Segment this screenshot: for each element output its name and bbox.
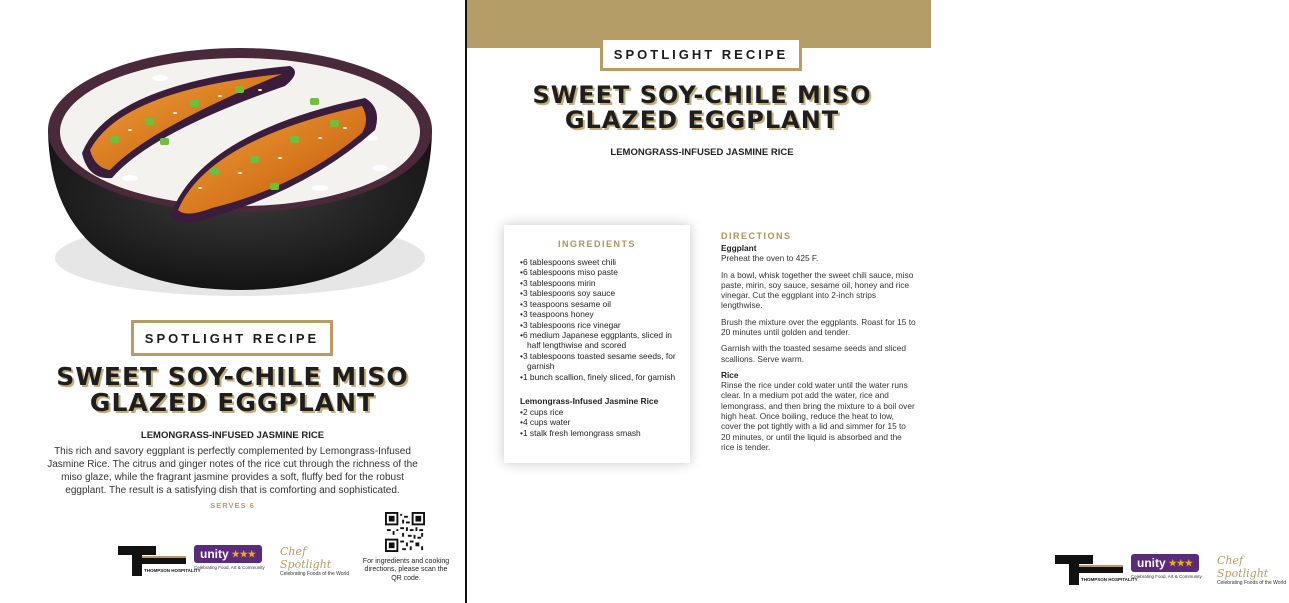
unity-tagline: Celebrating Food, Art & Community (1131, 574, 1202, 579)
directions-body (721, 243, 916, 458)
direction-step: Brush the mixture over the eggplants. Roast for 15 to 20 minutes until golden and tender. (721, 316, 916, 337)
ingredients-card (504, 225, 690, 463)
list-item: • 3 tablespoons mirin (520, 278, 680, 288)
list-item: • 3 tablespoons soy sauce (520, 288, 680, 298)
recipe-description: This rich and savory eggplant is perfectly complemented by Lemongrass-Infused Jasmine Rice. The citrus and ginger notes of the rice cut through the richness of the miso glaze, while the fragrant jasmine provides a soft, fluffy bed for the robust eggplant. The result is a satisfying dish that is comforting and sophisticated. (47, 446, 418, 496)
list-item: • 2 cups rice (520, 407, 680, 417)
chef-spotlight-tagline: Celebrating Foods of the World (1217, 580, 1287, 586)
direction-step: Rinse the rice under cold water until the water runs clear. In a medium pot add the water, rice and lemongrass, and then bring the mixture to a boil over high heat. Once boiling, reduce the heat to low, cover the pot tightly with a lid and simmer for 15 to 20 minutes, or until the liquid is absorbed and the rice is tender. (721, 380, 915, 452)
unity-logo: unity ★★★ Celebrating Food, Art & Community (1131, 554, 1207, 586)
unity-logo: unity ★★★ Celebrating Food, Art & Community (194, 545, 270, 577)
list-item: • 1 stalk fresh lemongrass smash (520, 428, 680, 438)
direction-step: In a bowl, whisk together the sweet chili sauce, miso paste, mirin, soy sauce, sesame oil, honey and rice vinegar. Cut the eggplant into 2-inch strips lengthwise. (721, 269, 914, 311)
thompson-logo-text: THOMPSON HOSPITALITY (1081, 577, 1138, 582)
thompson-logo-text: THOMPSON HOSPITALITY (144, 568, 201, 573)
spotlight-recipe-label: SPOTLIGHT RECIPE (600, 37, 802, 71)
sponsor-logos (1055, 551, 1289, 589)
recipe-title-line1: SWEET SOY-CHILE MISO (532, 81, 872, 109)
list-item: • 3 tablespoons rice vinegar (520, 320, 680, 330)
recipe-title (487, 83, 917, 133)
recipe-card-back (467, 0, 1287, 603)
thompson-hospitality-logo (1055, 551, 1138, 589)
chef-spotlight-logo (1217, 554, 1289, 586)
unity-tagline: Celebrating Food, Art & Community (194, 565, 265, 570)
recipe-subtitle: LEMONGRASS-INFUSED JASMINE RICE (610, 147, 794, 158)
unity-logo-text: unity (1137, 556, 1166, 570)
directions-heading: DIRECTIONS (721, 231, 792, 241)
qr-caption: For ingredients and cooking directions, please scan the QR code. (362, 558, 450, 582)
chef-spotlight-logo (280, 545, 352, 577)
ingredients-heading: INGREDIENTS (557, 239, 636, 249)
eggplant-bowl-photo (40, 38, 440, 300)
spotlight-recipe-label: SPOTLIGHT RECIPE (131, 320, 333, 356)
eggplant-heading: Eggplant (721, 243, 757, 253)
recipe-title (20, 364, 445, 417)
serves-count: SERVES 6 (210, 501, 255, 510)
chef-spotlight-script: Chef Spotlight (280, 545, 332, 571)
list-item: • 1 bunch scallion, finely sliced, for garnish (520, 372, 680, 382)
list-item: • 4 cups water (520, 417, 680, 427)
rice-directions-heading: Rice (721, 369, 739, 380)
ingredients-list (520, 257, 680, 382)
rice-ingredients-heading: Lemongrass-Infused Jasmine Rice (520, 396, 659, 406)
sponsor-logos (118, 542, 352, 580)
thompson-hospitality-logo (118, 542, 201, 580)
recipe-title-line1: SWEET SOY-CHILE MISO (56, 362, 409, 391)
chef-spotlight-script: Chef Spotlight (1217, 554, 1269, 580)
direction-step: Preheat the oven to 425 F. (721, 253, 819, 264)
rice-ingredients-list (520, 407, 680, 438)
list-item: • 6 medium Japanese eggplants, sliced in half lengthwise and scored (520, 330, 680, 351)
list-item: • 3 teaspoons honey (520, 309, 680, 319)
unity-logo-text: unity (200, 547, 229, 561)
direction-step: Garnish with the toasted sesame seeds and sliced scallions. Serve warm. (721, 343, 906, 364)
qr-code[interactable] (385, 512, 425, 552)
recipe-title-line2: GLAZED EGGPLANT (89, 388, 376, 418)
list-item: • 6 tablespoons miso paste (520, 267, 680, 277)
list-item: • 3 teaspoons sesame oil (520, 299, 680, 309)
recipe-subtitle: LEMONGRASS-INFUSED JASMINE RICE (140, 430, 325, 441)
list-item: • 6 tablespoons sweet chili (520, 257, 680, 267)
chef-spotlight-tagline: Celebrating Foods of the World (280, 571, 350, 577)
list-item: • 3 tablespoons toasted sesame seeds, for garnish (520, 351, 680, 372)
recipe-title-line2: GLAZED EGGPLANT (564, 106, 840, 135)
recipe-card-front (0, 0, 465, 603)
